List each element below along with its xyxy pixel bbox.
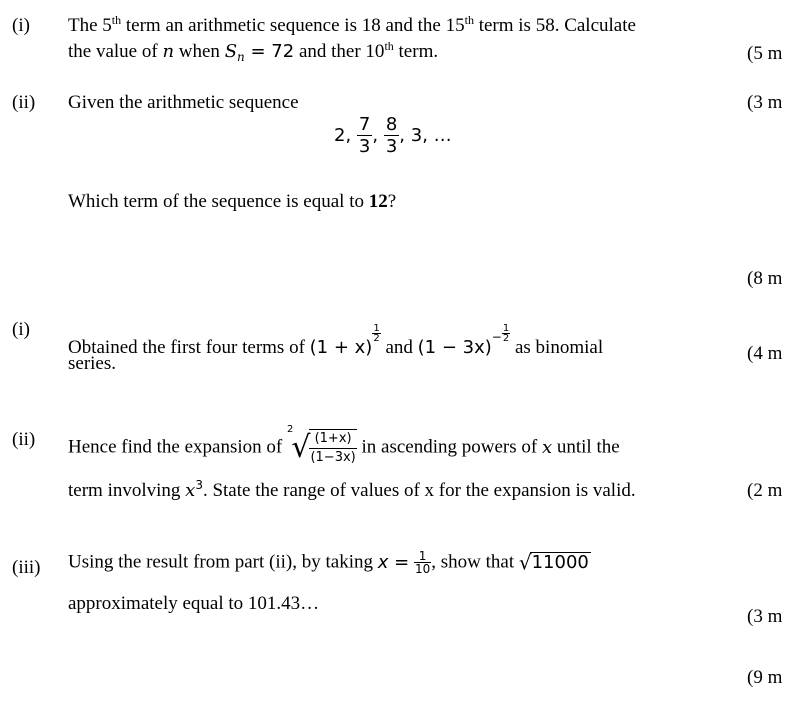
numerator: (1+x) xyxy=(309,430,356,449)
q2-part-ii-number: (ii) xyxy=(12,429,36,450)
separator: , xyxy=(399,125,406,146)
text: the value of xyxy=(68,41,163,62)
q2-part-i-number: (i) xyxy=(12,319,30,340)
bold-value: 12 xyxy=(368,191,388,212)
equation-value: = 72 xyxy=(244,41,295,62)
root-index: 2 xyxy=(286,424,294,435)
fraction-7-3 xyxy=(357,114,372,157)
text: term an arithmetic sequence is 18 and the 15 xyxy=(121,15,465,36)
binomial-expression-2: (1 − 3x) xyxy=(417,337,492,358)
text: and xyxy=(380,337,418,358)
text: when xyxy=(174,41,225,62)
q1-part-ii-text: Given the arithmetic sequence xyxy=(68,92,299,113)
text: and ther 10 xyxy=(294,41,385,62)
q1-part-ii-question xyxy=(68,190,396,214)
denominator: 2 xyxy=(502,333,510,344)
numerator: 1 xyxy=(414,550,431,563)
text: term is 58. Calculate xyxy=(473,15,636,36)
fraction-one-tenth xyxy=(414,550,431,575)
text: The 5 xyxy=(68,15,112,36)
q2-part-i-line2: series. xyxy=(68,353,117,374)
q1-part-i-number: (i) xyxy=(12,15,30,36)
numerator: 1 xyxy=(373,323,380,334)
x-equals: x = xyxy=(377,552,410,573)
q2-total-marks: (9 m xyxy=(747,667,783,688)
denominator: 3 xyxy=(358,136,371,157)
numerator: 7 xyxy=(358,114,371,135)
superscript: th xyxy=(111,13,122,27)
denominator: 3 xyxy=(385,136,398,157)
numerator: 8 xyxy=(385,114,398,135)
q2-part-iii-marks: (3 m xyxy=(747,606,783,627)
q1-part-i-line1 xyxy=(68,14,636,38)
text: term. xyxy=(393,41,439,62)
binomial-expression-1: (1 + x) xyxy=(309,337,373,358)
text: Which term of the sequence is equal to xyxy=(68,191,369,212)
superscript: th xyxy=(384,39,394,53)
q2-part-ii-marks: (2 m xyxy=(747,480,783,501)
text: as binomial xyxy=(510,337,604,358)
exponent-half xyxy=(372,324,380,343)
q2-part-i-marks: (4 m xyxy=(747,343,783,364)
denominator: (1−3x) xyxy=(310,449,356,465)
superscript: th xyxy=(464,13,474,27)
radical-icon: √ xyxy=(291,430,311,466)
q2-part-i-line1 xyxy=(68,324,603,360)
fraction-8-3 xyxy=(384,114,399,157)
exponent: 3 xyxy=(195,478,203,492)
radicand: 11000 xyxy=(531,552,589,573)
text: , show that xyxy=(431,551,519,573)
text: ? xyxy=(387,191,397,212)
q2-part-iii-number: (iii) xyxy=(12,557,41,578)
q1-part-i-line2 xyxy=(68,40,438,64)
text: in ascending powers of xyxy=(356,436,542,458)
sequence-term: 2, xyxy=(334,125,352,146)
text: Using the result from part (ii), by taking xyxy=(68,551,378,573)
denominator: 10 xyxy=(414,562,431,576)
x-variable: x xyxy=(541,437,553,459)
exponent-half xyxy=(502,324,510,343)
q1-total-marks: (8 m xyxy=(747,268,783,289)
q2-part-iii-line1 xyxy=(68,550,591,575)
denominator: 2 xyxy=(373,333,380,344)
x-variable: x xyxy=(185,480,196,501)
q1-part-ii-number: (ii) xyxy=(12,92,36,113)
q2-part-ii-line1 xyxy=(68,424,620,467)
subscript: n xyxy=(237,50,245,64)
text: term involving xyxy=(68,480,186,501)
arithmetic-sequence xyxy=(334,114,452,157)
q2-part-ii-line2 xyxy=(68,479,636,503)
text: Obtained the first four terms of xyxy=(68,337,310,358)
n-variable: n xyxy=(162,41,175,62)
q1-part-i-marks: (5 m xyxy=(747,43,783,64)
square-root-icon: √ xyxy=(518,550,532,575)
q2-part-iii-line2: approximately equal to 101.43… xyxy=(68,593,320,614)
exponent-minus: − xyxy=(491,330,502,344)
separator: , xyxy=(372,125,379,146)
text: until the xyxy=(552,436,620,458)
sequence-rest: 3, … xyxy=(410,125,452,146)
text: . State the range of values of x for the expansion is valid. xyxy=(202,480,636,501)
q1-part-ii-marks: (3 m xyxy=(747,92,783,113)
numerator: 1 xyxy=(502,323,510,334)
radicand-fraction xyxy=(309,430,356,467)
text: Hence find the expansion of xyxy=(68,436,287,458)
radicand xyxy=(309,429,356,467)
s-variable: S xyxy=(224,41,238,62)
